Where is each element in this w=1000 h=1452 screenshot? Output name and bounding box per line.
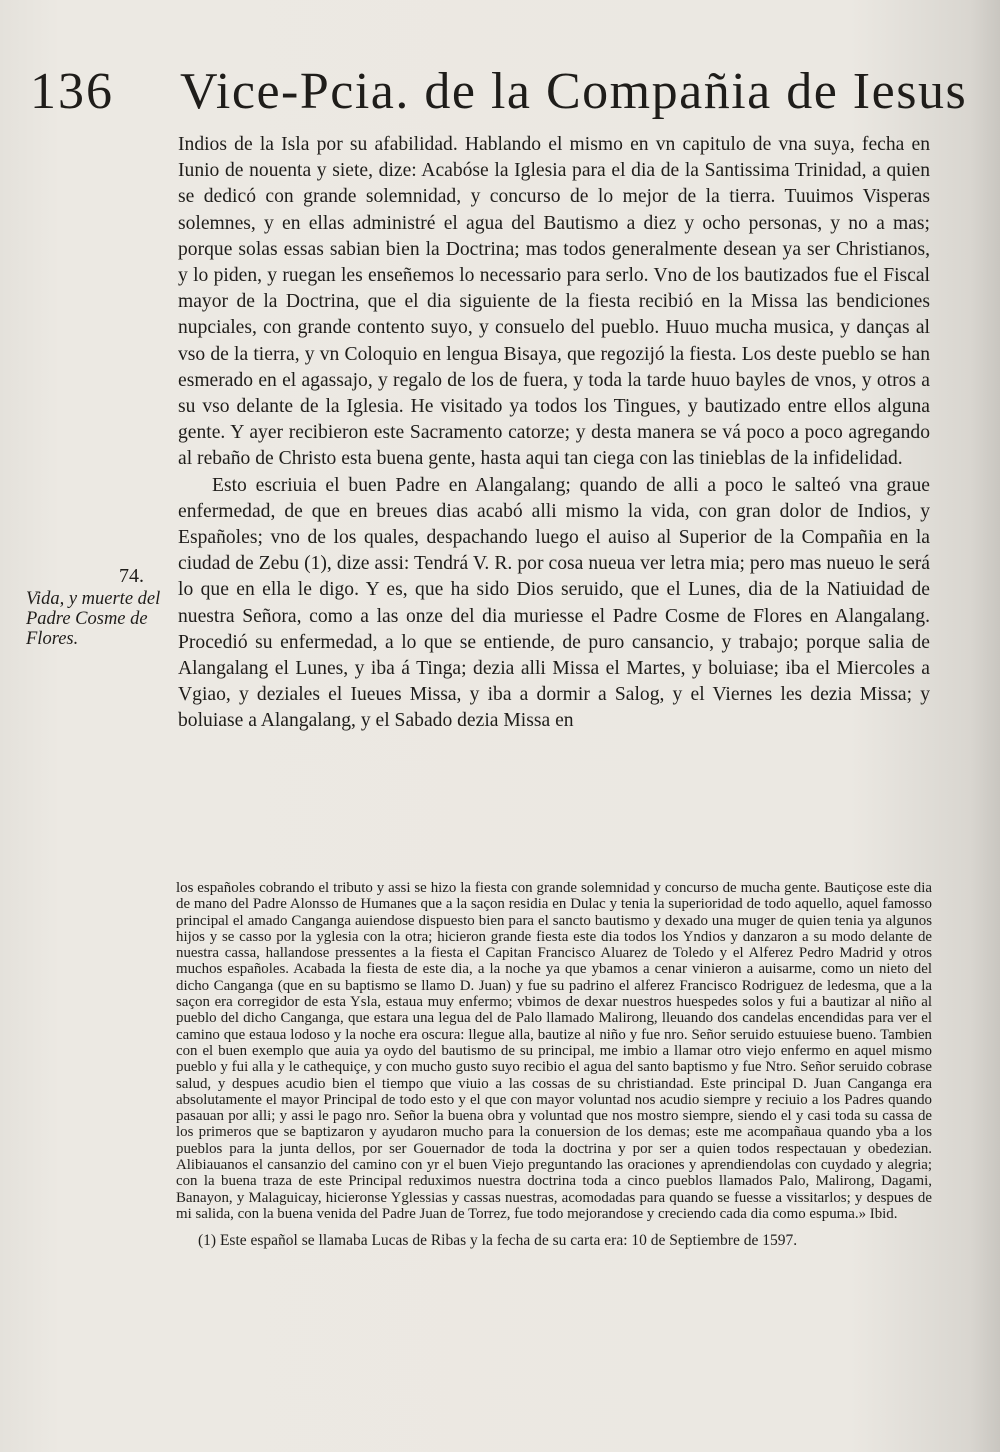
running-head: Vice-Pcia. de la Compañia de Iesus	[180, 63, 968, 120]
quoted-document: los españoles cobrando el tributo y assi se hizo la fiesta con grande solemnidad y concurso de mucha gente. Bautiçose este dia de mano del Padre Alonsso de Humanes que a la saçon residia en Dulac y tenia la superioridad de todo aquello, aquel famosso principal el amado Canganga auiendose dispuesto bien para el sancto bautismo y dexado una muger de quien tenia ya algunos hijos y se casso por la yglesia con la otra; hicieron grande fiesta este dia todos los Yndios y danzaron a su modo delante de nuestra cassa, hallandose pressentes a la fiesta el Capitan Francisco Aluarez de Toledo y el Alferez Pedro Madrid y otros muchos españoles. Acabada la fiesta de este dia, a la noche ya que ybamos a cenar vinieron a auisarme, como un nieto del dicho Canganga (que en su baptismo se llamo D. Juan) y fue su padrino el alferez Francisco Rodriguez de ledesma, que a la saçon era corregidor de esta Ysla, estaua muy enfermo; vbimos de dexar nuestros huespedes solos y fui a bautizar al niño al pueblo del dicho Canganga, que estara una legua del de Palo llamado Malirong, lleuando dos candelas encendidas para ver el camino que estaua lodoso y la noche era oscura: llegue alla, bautize al niño y fue nro. Señor seruido estuuiese bueno. Tambien con el buen exemplo que auia ya oydo del bautismo de su principal, me imbio a llamar otro viejo enfermo en aquel mismo pueblo y fui alla y le cathequiçe, y con mucho gusto suyo recibio el agua del santo baptismo y fue Ntro. Señor seruido cobrase salud, y despues acudio bien el tiempo que viuio a las cossas de su christiandad. Este principal D. Juan Canganga era absolutamente el mayor Principal de todo esto y el que con mayor voluntad nos acudio siempre y reciuio a los Padres quando pasauan por alli; y assi le pago nro. Señor la buena obra y voluntad que nos mostro siempre, siendo el y casi toda su cassa de los primeros que se baptizaron y ayudaron mucho para la conuersion de los demas; este me acompañaua quando yba a los pueblos para la junta dellos, por ser Gouernador de toda la doctrina y por ser a quien todos respectauan y obedezian. Alibiauanos el cansanzio del camino con yr el buen Viejo preguntando las oraciones y aprendiendolas con cuydado y alegria; con la buena traza de este Principal reduximos nuestra doctrina toda a cinco pueblos llamados Palo, Malirong, Dagami, Banayon, y Malaguicay, hicieronse Yglessias y cassas nuestras, acomodadas para quando se fuesse a vissitarlos; y despues de mi salida, con la buena venida del Padre Juan de Torrez, fue todo mejorandose y creciendo cada dia como espuma.» Ibid.	[176, 880, 932, 1222]
margin-caption: Vida, y muerte del Padre Cosme de Flores.	[26, 589, 161, 649]
notes-area	[176, 880, 932, 1250]
footnote-1: (1) Este español se llamaba Lucas de Ribas y la fecha de su carta era: 10 de Septiembre de 1597.	[198, 1232, 798, 1250]
margin-paragraph-number: 74.	[119, 565, 144, 587]
main-text	[178, 132, 930, 735]
page-header	[30, 62, 970, 132]
paragraph-2: Esto escriuia el buen Padre en Alangalang; quando de alli a poco le salteó vna graue enfermedad, de que en breues dias acabó alli mismo la vida, con gran dolor de Indios, y Españoles; vno de los quales, despachando luego el auiso al Superior de la Compañia en la ciudad de Zebu (1), dize assi: Tendrá V. R. por cosa nueua ver letra mia; pero mas nueuo le será lo que en ella le digo. Y es, que ha sido Dios seruido, que el Lunes, dia de la Natiuidad de nuestra Señora, como a las onze del dia muriesse el Padre Cosme de Flores en Alangalang. Procedió su enfermedad, a lo que se entiende, de puro cansancio, y trabajo; porque salia de Alangalang el Lunes, y iba á Tinga; dezia alli Missa el Martes, y boluiase; iba el Miercoles a Vgiao, y deziales el Iueues Missa, y iba a dormir a Salog, y el Viernes les dezia Missa; y boluiase a Alangalang, y el Sabado dezia Missa en	[178, 474, 930, 732]
margin-note	[20, 563, 172, 649]
page-number: 136	[30, 63, 114, 120]
paragraph-1: Indios de la Isla por su afabilidad. Hablando el mismo en vn capitulo de vna suya, fecha en Iunio de nouenta y siete, dize: Acabóse la Iglesia para el dia de la Santissima Trinidad, a quien se dedicó con grande solemnidad, y concurso de lo mejor de la tierra. Tuuimos Visperas solemnes, y en ellas administré el agua del Bautismo a diez y ocho personas, y no a mas; porque solas essas sabian bien la Doctrina; mas todos generalmente desean ya ser Christianos, y lo piden, y ruegan les enseñemos lo necessario para serlo. Vno de los bautizados fue el Fiscal mayor de la Doctrina, que el dia siguiente de la fiesta recibió en la Missa las bendiciones nupciales, con grande contento suyo, y consuelo del pueblo. Huuo mucha musica, y danças al vso de la tierra, y vn Coloquio en lengua Bisaya, que regozijó la fiesta. Los deste pueblo se han esmerado en el agassajo, y regalo de los de fuera, y toda la tarde huuo bayles de vnos, y otros a su vso delante de la Iglesia. He visitado ya todos los Tingues, y bautizado entre ellos alguna gente. Y ayer recibieron este Sacramento catorze; y desta manera se vá poco a poco agregando al rebaño de Christo esta buena gente, hasta aqui tan ciega con las tinieblas de la infidelidad.	[178, 134, 930, 470]
